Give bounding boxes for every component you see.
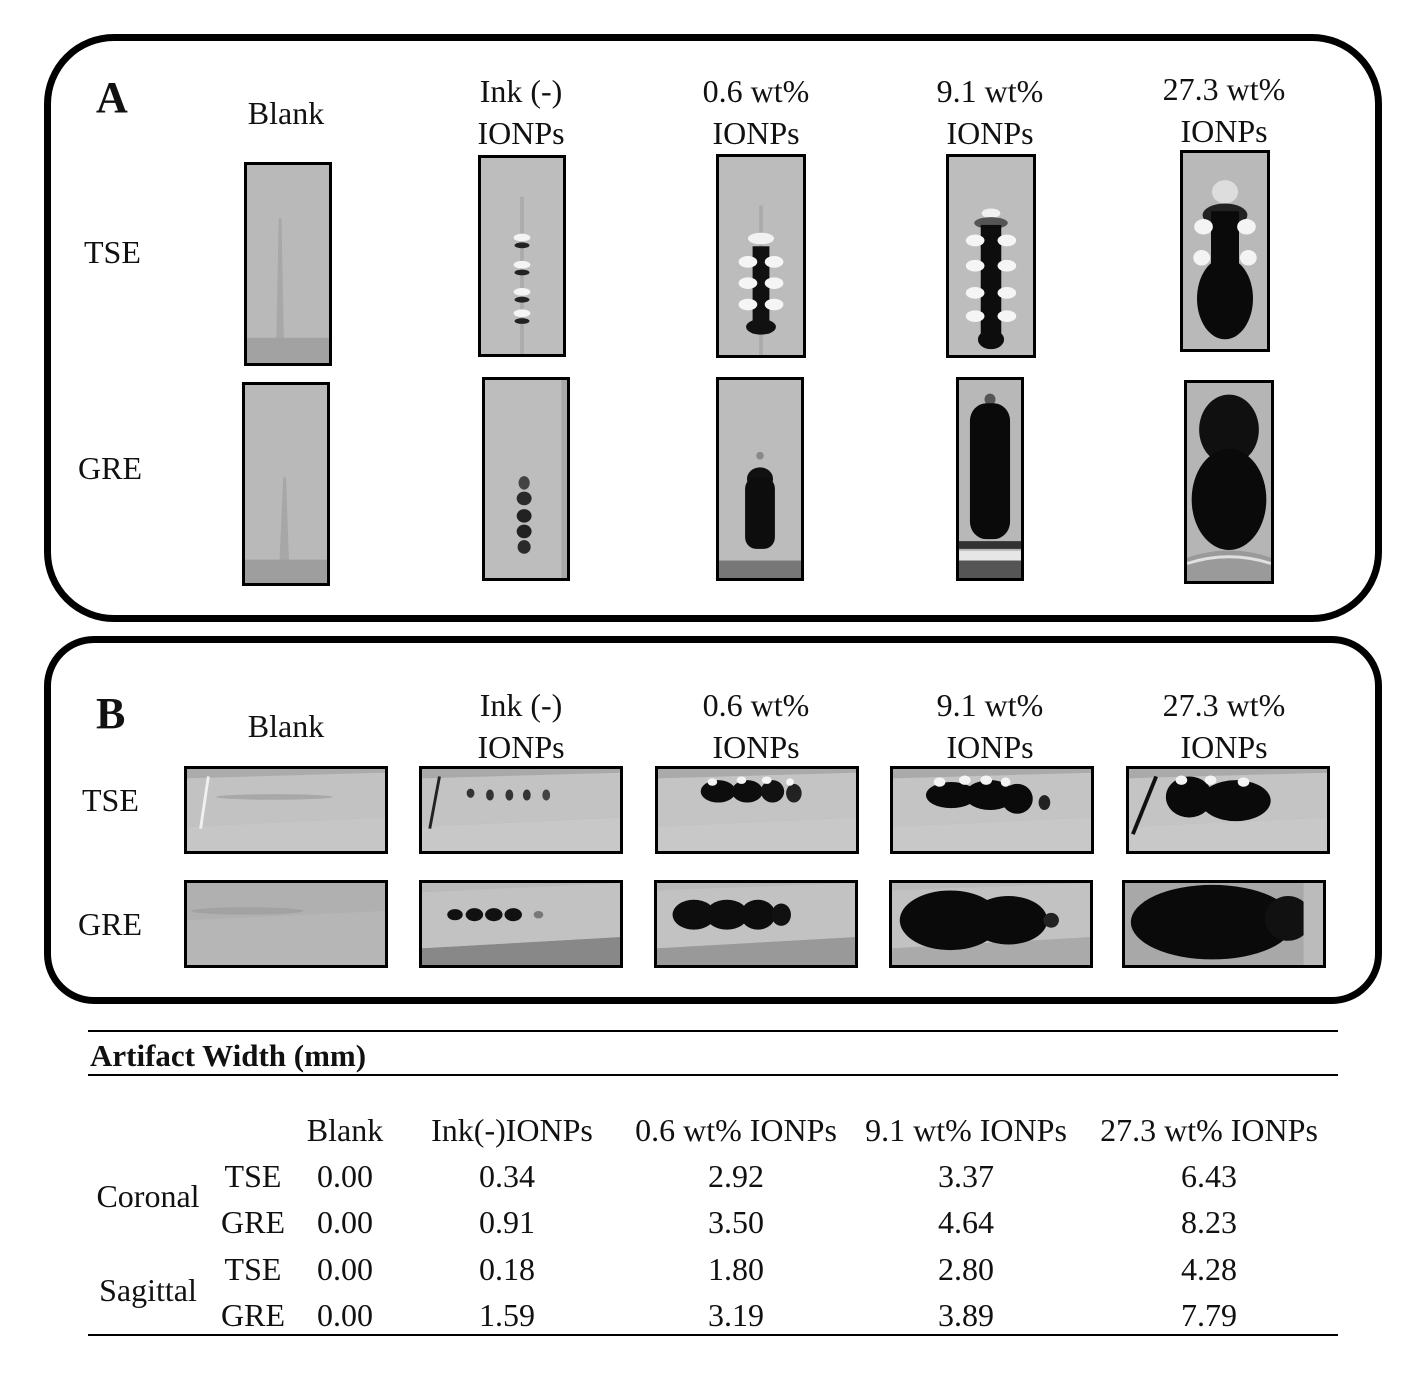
- table-cell: 1.59: [479, 1297, 535, 1333]
- panel-b-col-blank: [176, 705, 396, 747]
- table-cell: 0.00: [317, 1204, 373, 1240]
- mri-image-sagittal-tse-06: [655, 766, 859, 854]
- mri-image-coronal-gre-06: [716, 377, 804, 581]
- table-group-coronal: Coronal: [96, 1178, 200, 1214]
- mri-image-sagittal-gre-blank: [184, 880, 388, 968]
- table-seq: TSE: [224, 1158, 282, 1194]
- panel-a-col-91: [880, 70, 1100, 154]
- mri-image-sagittal-tse-273: [1126, 766, 1330, 854]
- table-cell: 0.00: [317, 1251, 373, 1287]
- panel-a-row-gre: GRE: [78, 450, 142, 486]
- mri-image-sagittal-tse-91: [890, 766, 1094, 854]
- mri-image-sagittal-gre-91: [889, 880, 1093, 968]
- mri-image-sagittal-gre-ink: [419, 880, 623, 968]
- col-title-line1: 0.6 wt%: [702, 73, 810, 109]
- panel-b-row-gre: GRE: [78, 906, 142, 942]
- panel-b-row-tse: TSE: [82, 782, 139, 818]
- panel-b-col-91: [880, 684, 1100, 768]
- table-header-blank: Blank: [306, 1112, 384, 1148]
- col-title: Blank: [247, 95, 325, 131]
- col-title-line1: 27.3 wt%: [1162, 71, 1286, 107]
- table-cell: 0.34: [479, 1158, 535, 1194]
- col-title-line2: IONPs: [477, 115, 565, 151]
- mri-image-sagittal-gre-06: [654, 880, 858, 968]
- table-cell: 0.91: [479, 1204, 535, 1240]
- col-title-line2: IONPs: [712, 729, 800, 765]
- col-title-line1: 9.1 wt%: [936, 687, 1044, 723]
- table-top-rule: [88, 1030, 1338, 1032]
- col-title-line2: IONPs: [946, 729, 1034, 765]
- table-cell: 4.28: [1181, 1251, 1237, 1287]
- table-header-06: 0.6 wt% IONPs: [635, 1112, 837, 1148]
- col-title-line1: 0.6 wt%: [702, 687, 810, 723]
- panel-a-col-blank: [176, 92, 396, 134]
- col-title: Blank: [247, 708, 325, 744]
- table-title: Artifact Width (mm): [90, 1038, 367, 1073]
- col-title-line2: IONPs: [1180, 113, 1268, 149]
- mri-image-sagittal-tse-ink: [419, 766, 623, 854]
- panel-a-col-06: [646, 70, 866, 154]
- mri-image-coronal-tse-ink: [478, 155, 566, 357]
- table-cell: 1.80: [708, 1251, 764, 1287]
- mri-image-sagittal-gre-273: [1122, 880, 1326, 968]
- table-cell: 8.23: [1181, 1204, 1237, 1240]
- table-cell: 7.79: [1181, 1297, 1237, 1333]
- panel-b-col-273: [1114, 684, 1334, 768]
- table-bottom-rule: [88, 1334, 1338, 1336]
- table-cell: 3.19: [708, 1297, 764, 1333]
- mri-image-coronal-tse-91: [946, 154, 1036, 358]
- col-title-line1: 27.3 wt%: [1162, 687, 1286, 723]
- panel-a-col-273: [1114, 68, 1334, 152]
- table-seq: GRE: [221, 1297, 285, 1333]
- col-title-line2: IONPs: [477, 729, 565, 765]
- mri-image-coronal-tse-blank: [244, 162, 332, 366]
- table-header-rule: [88, 1074, 1338, 1076]
- table-cell: 3.37: [938, 1158, 994, 1194]
- table-cell: 3.50: [708, 1204, 764, 1240]
- table-seq: GRE: [221, 1204, 285, 1240]
- table-header-273: 27.3 wt% IONPs: [1100, 1112, 1318, 1148]
- table-cell: 4.64: [938, 1204, 994, 1240]
- table-group-sagittal: Sagittal: [99, 1272, 197, 1308]
- panel-b-col-06: [646, 684, 866, 768]
- panel-a-col-ink: [411, 70, 631, 154]
- table-header-ink: Ink(-)IONPs: [431, 1112, 593, 1148]
- col-title-line1: 9.1 wt%: [936, 73, 1044, 109]
- panel-a-row-tse: TSE: [84, 234, 141, 270]
- table-cell: 0.00: [317, 1297, 373, 1333]
- mri-image-coronal-tse-06: [716, 154, 806, 358]
- table-seq: TSE: [224, 1251, 282, 1287]
- col-title-line2: IONPs: [712, 115, 800, 151]
- table-cell: 6.43: [1181, 1158, 1237, 1194]
- panel-b-label: B: [96, 689, 126, 738]
- mri-image-coronal-gre-ink: [482, 377, 570, 581]
- mri-image-coronal-gre-273: [1184, 380, 1274, 584]
- mri-image-sagittal-tse-blank: [184, 766, 388, 854]
- table-cell: 3.89: [938, 1297, 994, 1333]
- table-cell: 0.00: [317, 1158, 373, 1194]
- mri-image-coronal-gre-91: [956, 377, 1024, 581]
- table-header-91: 9.1 wt% IONPs: [865, 1112, 1067, 1148]
- table-cell: 2.92: [708, 1158, 764, 1194]
- table-cell: 0.18: [479, 1251, 535, 1287]
- mri-image-coronal-gre-blank: [242, 382, 330, 586]
- col-title-line1: Ink (-): [479, 687, 563, 723]
- panel-a-label: A: [96, 73, 128, 122]
- col-title-line1: Ink (-): [479, 73, 563, 109]
- col-title-line2: IONPs: [946, 115, 1034, 151]
- mri-image-coronal-tse-273: [1180, 150, 1270, 352]
- panel-b-col-ink: [411, 684, 631, 768]
- table-cell: 2.80: [938, 1251, 994, 1287]
- col-title-line2: IONPs: [1180, 729, 1268, 765]
